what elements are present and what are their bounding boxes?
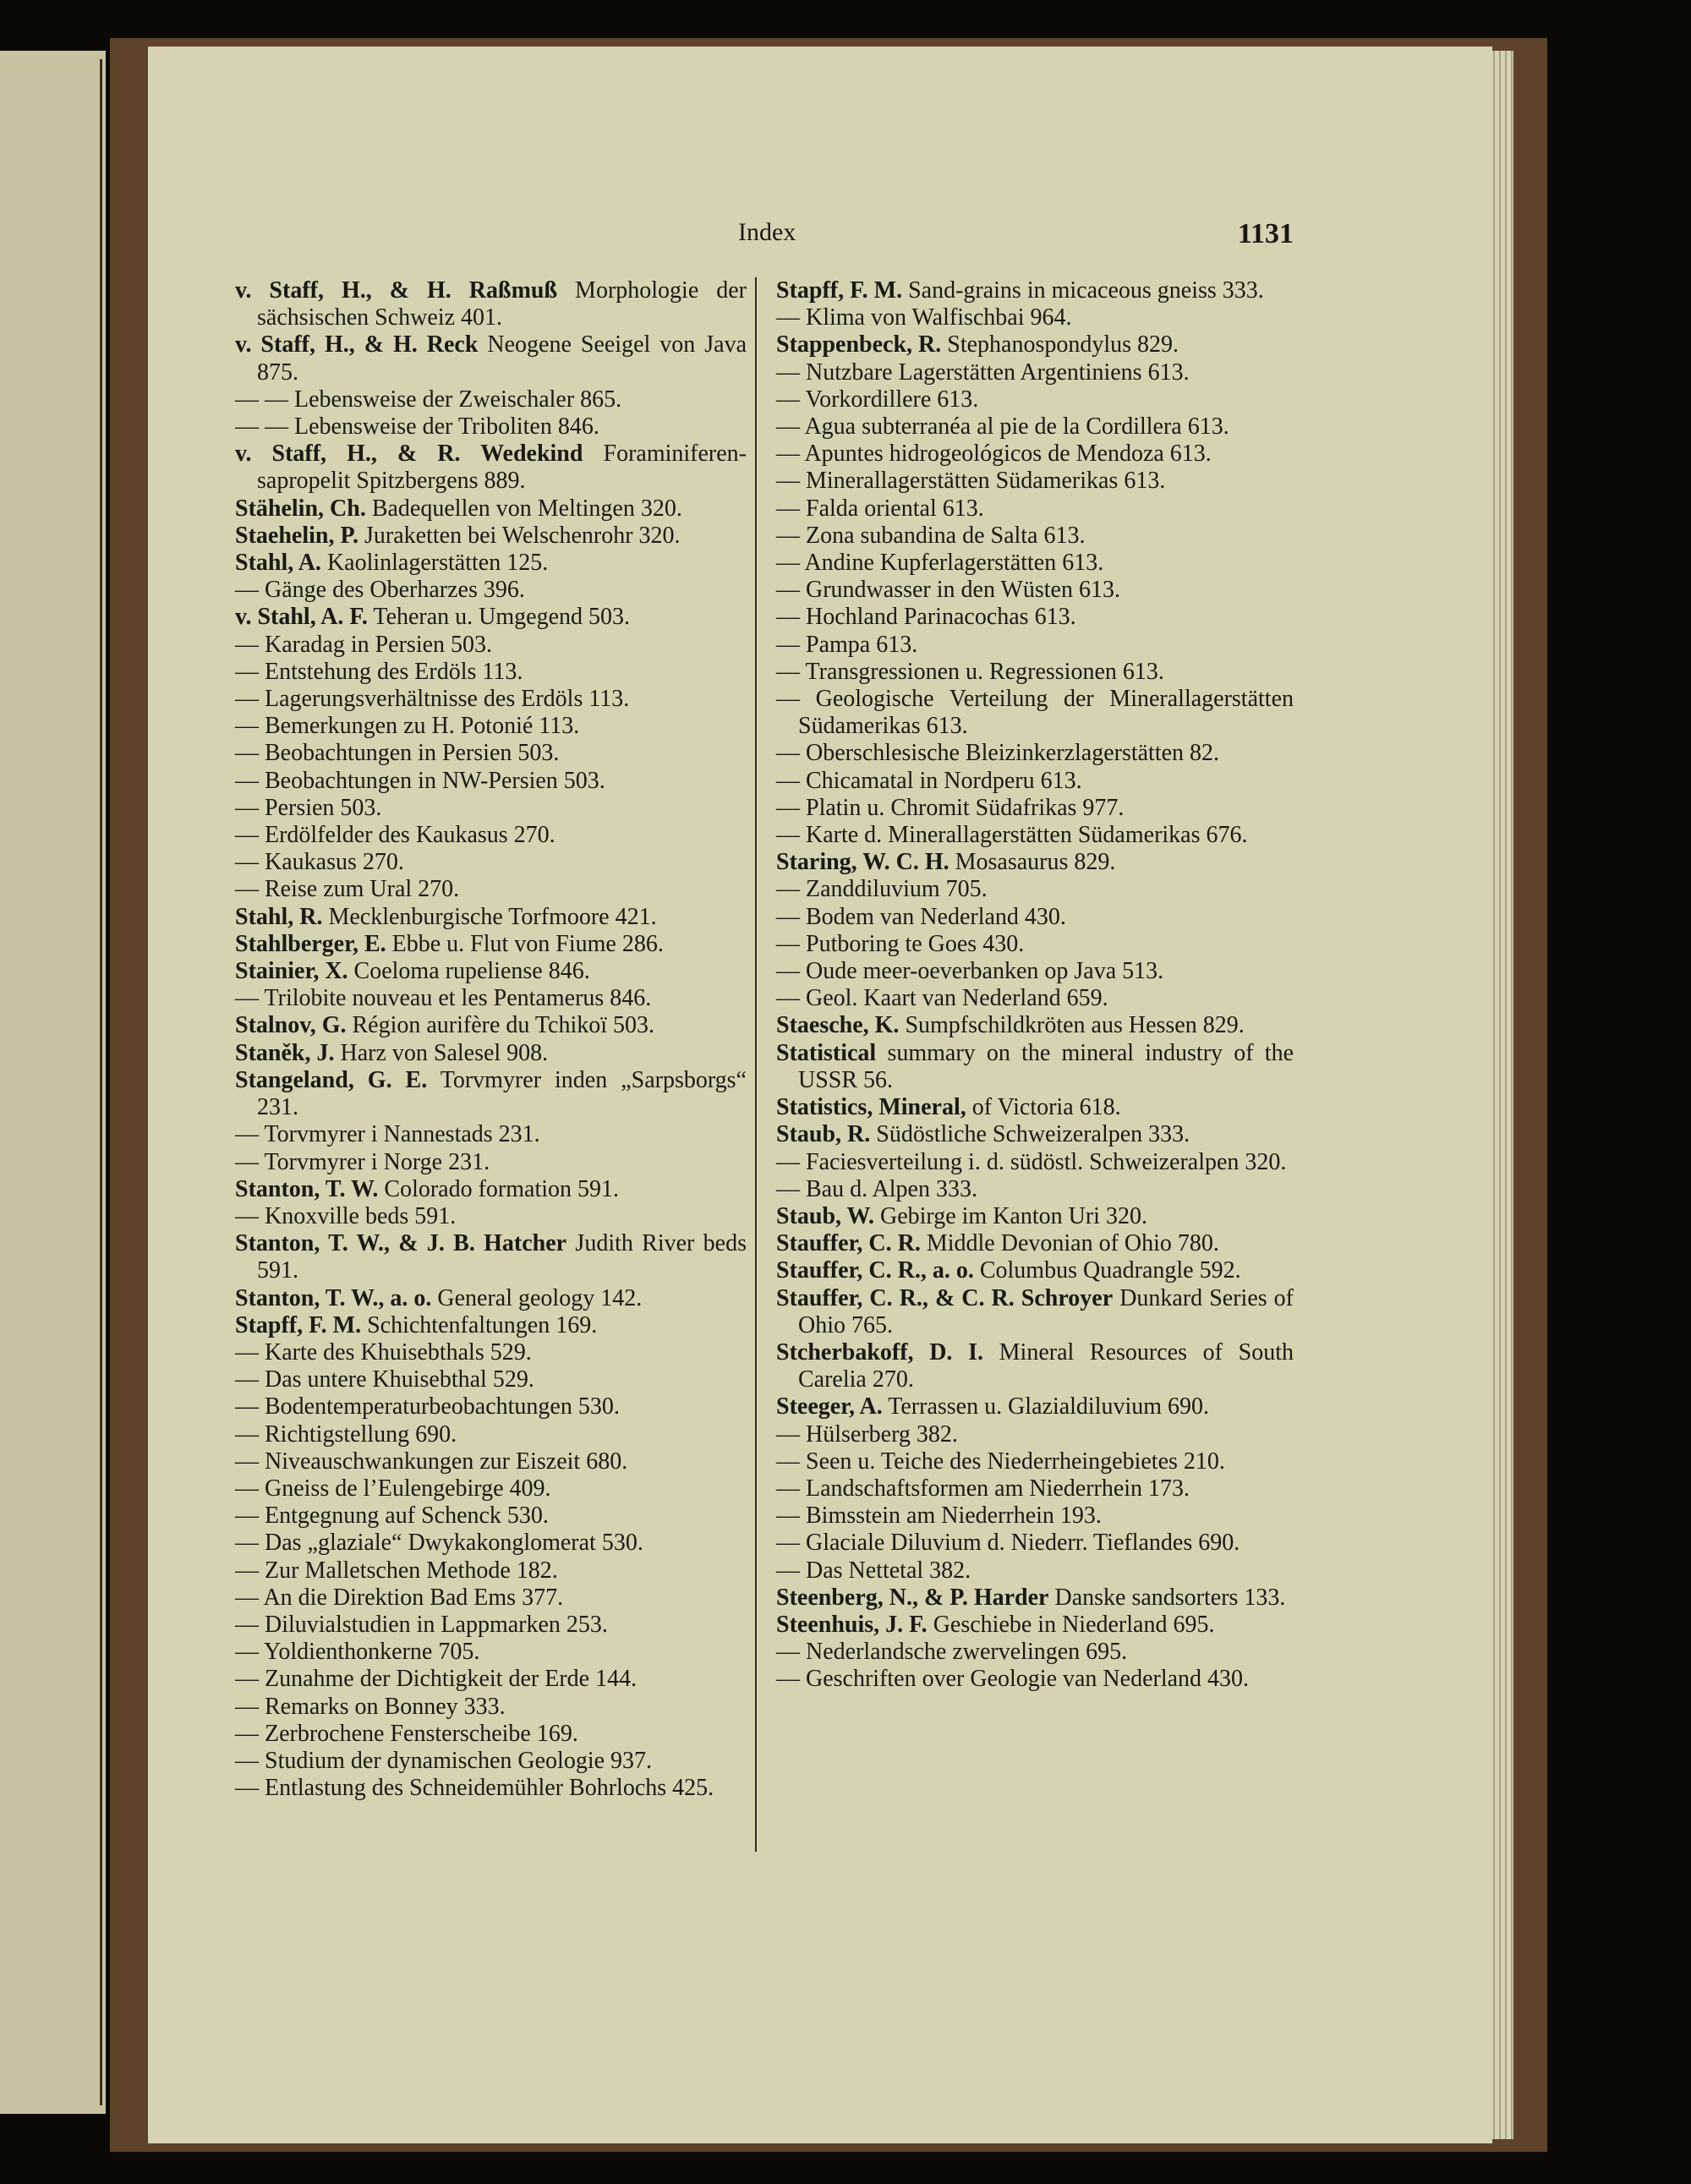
entry-author: Statistics, Mineral, — [776, 1094, 966, 1121]
entry-title: — Karte des Khuisebthals 529. — [235, 1338, 532, 1366]
entry-author: Stauffer, C. R., a. o. — [776, 1257, 974, 1284]
entry-title: — Putboring te Goes 430. — [776, 930, 1025, 957]
entry-author: Staub, R. — [776, 1121, 871, 1148]
index-entry — [776, 1475, 1294, 1503]
index-entry — [776, 876, 1294, 903]
entry-author: Stahl, R. — [235, 903, 323, 930]
index-entry — [235, 713, 747, 740]
index-entry — [776, 632, 1294, 659]
index-entry — [776, 550, 1294, 577]
index-entry — [235, 1366, 747, 1393]
entry-author: Stanton, T. W., a. o. — [235, 1284, 432, 1311]
entry-title: Morphologie der sächsischen Schweiz 401. — [257, 277, 747, 331]
entry-author: Stangeland, G. E. — [235, 1066, 428, 1093]
index-entry — [776, 1203, 1294, 1230]
entry-title: Mosasaurus 829. — [949, 849, 1116, 876]
index-entry — [235, 1121, 747, 1148]
entry-title: — Kaukasus 270. — [235, 849, 404, 876]
entry-title: — Pampa 613. — [776, 631, 918, 658]
entry-title: — Seen u. Teiche des Niederrheingebietes 210. — [776, 1448, 1225, 1475]
entry-author: v. Staff, H., & H. Reck — [235, 331, 479, 359]
entry-author: Steenhuis, J. F. — [776, 1611, 928, 1638]
entry-title: — Entstehung des Erdöls 113. — [235, 658, 523, 685]
index-entry — [235, 604, 747, 631]
index-entry — [235, 1230, 747, 1284]
index-entry — [235, 1421, 747, 1448]
index-entry — [235, 1339, 747, 1366]
entry-title: — Hülserberg 382. — [776, 1420, 958, 1448]
index-entry — [235, 904, 747, 931]
index-entry — [776, 331, 1294, 359]
entry-title: Schichtenfaltungen 169. — [361, 1311, 598, 1338]
index-entry — [235, 1503, 747, 1530]
entry-author: Stappenbeck, R. — [776, 331, 942, 359]
entry-title: — Geol. Kaart van Nederland 659. — [776, 985, 1108, 1012]
entry-title: — Zona subandina de Salta 613. — [776, 522, 1086, 549]
entry-title: — Nutzbare Lagerstätten Argentiniens 613. — [776, 359, 1190, 386]
entry-title: — Das untere Khuisebthal 529. — [235, 1366, 534, 1393]
entry-title: — Bodentemperaturbeobachtungen 530. — [235, 1393, 620, 1420]
index-entry — [235, 985, 747, 1012]
index-entry — [776, 277, 1294, 304]
index-entry — [776, 359, 1294, 386]
index-entry — [235, 958, 747, 985]
entry-title: — Oude meer-oeverbanken op Java 513. — [776, 958, 1164, 985]
index-entry — [776, 849, 1294, 876]
entry-title: — Nederlandsche zwervelingen 695. — [776, 1639, 1128, 1666]
entry-title: Juraketten bei Welschenrohr 320. — [358, 522, 681, 549]
entry-title: Stephanospondylus 829. — [941, 331, 1179, 359]
entry-author: Staehelin, P. — [235, 522, 358, 549]
entry-title: — Apuntes hidrogeológicos de Mendoza 613. — [776, 441, 1212, 468]
entry-title: Judith River beds 591. — [257, 1230, 747, 1284]
entry-title: Danske sandsorters 133. — [1048, 1584, 1286, 1611]
index-entry — [776, 822, 1294, 849]
entry-title: — Persien 503. — [235, 794, 382, 821]
entry-title: — Oberschlesische Bleizinkerzlagerstätten 82. — [776, 740, 1220, 767]
entry-title: Badequellen von Meltingen 320. — [365, 495, 682, 522]
index-entry — [235, 1530, 747, 1557]
index-entry — [776, 1612, 1294, 1639]
index-entry — [235, 1149, 747, 1176]
index-entry — [235, 331, 747, 386]
entry-title: Mecklenburgische Torfmoore 421. — [322, 903, 657, 930]
entry-author: Steeger, A. — [776, 1393, 883, 1420]
entry-title: — Transgressionen u. Regressionen 613. — [776, 658, 1164, 685]
index-entry — [235, 795, 747, 822]
entry-title: — Trilobite nouveau et les Pentamerus 846. — [235, 985, 652, 1012]
entry-title: — Entgegnung auf Schenck 530. — [235, 1503, 549, 1530]
index-entry — [235, 1067, 747, 1121]
entry-title: Südöstliche Schweizeralpen 333. — [870, 1121, 1190, 1148]
facing-page-edge — [0, 51, 106, 2114]
entry-title: Gebirge im Kanton Uri 320. — [873, 1202, 1147, 1229]
entry-title: — Faciesverteilung i. d. südöstl. Schweizeralpen 320. — [776, 1148, 1287, 1175]
index-entry — [776, 931, 1294, 958]
index-entry — [776, 413, 1294, 441]
entry-title: Kaolinlagerstätten 125. — [320, 550, 549, 577]
index-entry — [235, 495, 747, 523]
entry-title: General geology 142. — [431, 1284, 643, 1311]
entry-title: — Das Nettetal 382. — [776, 1557, 971, 1584]
entry-title: Middle Devonian of Ohio 780. — [920, 1230, 1219, 1257]
column-divider — [755, 277, 757, 1852]
entry-title: — Bodem van Nederland 430. — [776, 903, 1066, 930]
entry-title: — Bemerkungen zu H. Potonié 113. — [235, 713, 580, 740]
index-entry — [776, 985, 1294, 1012]
entry-title: — Chicamatal in Nordperu 613. — [776, 767, 1082, 794]
entry-title: — Andine Kupferlagerstätten 613. — [776, 550, 1104, 577]
running-title: Index — [738, 218, 796, 246]
index-entry — [235, 1639, 747, 1666]
index-entry — [235, 1748, 747, 1775]
entry-title: Sumpfschildkröten aus Hessen 829. — [899, 1012, 1245, 1039]
index-entry — [776, 604, 1294, 631]
index-entry — [776, 1421, 1294, 1448]
entry-author: Statistical — [776, 1039, 877, 1066]
index-entry — [235, 1448, 747, 1475]
entry-author: Stanton, T. W., & J. B. Hatcher — [235, 1230, 567, 1257]
index-entry — [776, 1530, 1294, 1557]
entry-author: Stapff, F. M. — [235, 1311, 362, 1338]
index-entry — [235, 1585, 747, 1612]
entry-author: v. Staff, H., & R. Wedekind — [235, 441, 583, 468]
index-entry — [235, 277, 747, 331]
index-entry — [235, 632, 747, 659]
entry-title: — Beobachtungen in Persien 503. — [235, 740, 560, 767]
index-entry — [235, 659, 747, 686]
entry-author: Stalnov, G. — [235, 1012, 347, 1039]
index-entry — [776, 441, 1294, 468]
index-entry — [235, 1557, 747, 1585]
entry-author: Stainier, X. — [235, 958, 348, 985]
entry-title: — Bau d. Alpen 333. — [776, 1175, 977, 1202]
index-entry — [776, 904, 1294, 931]
index-entry — [776, 1012, 1294, 1039]
entry-author: Stähelin, Ch. — [235, 495, 366, 522]
index-entry — [235, 1203, 747, 1230]
entry-title: — Bimsstein am Niederrhein 193. — [776, 1503, 1102, 1530]
entry-author: Staub, W. — [776, 1202, 874, 1229]
entry-title: Terrassen u. Glazialdiluvium 690. — [882, 1393, 1210, 1420]
entry-title: — Richtigstellung 690. — [235, 1420, 457, 1448]
entry-title: — Agua subterranéa al pie de la Cordillera 613. — [776, 413, 1229, 441]
index-entry — [235, 523, 747, 550]
index-entry — [235, 1393, 747, 1420]
index-entry — [776, 1585, 1294, 1612]
page-number: 1131 — [1237, 218, 1294, 249]
index-entry — [776, 386, 1294, 413]
entry-title: Neogene Seeigel von Java 875. — [257, 331, 747, 386]
entry-author: Staring, W. C. H. — [776, 849, 949, 876]
entry-title: Foraminiferen-sapropelit Spitzbergens 889. — [257, 441, 747, 495]
index-entry — [776, 1666, 1294, 1693]
index-entry — [776, 686, 1294, 740]
index-entry — [776, 1639, 1294, 1666]
entry-title: Dunkard Series of Ohio 765. — [798, 1284, 1294, 1338]
entry-title: — Geologische Verteilung der Minerallagerstätten Südamerikas 613. — [776, 686, 1294, 740]
entry-title: of Victoria 618. — [966, 1094, 1121, 1121]
index-entry — [235, 822, 747, 849]
index-entry — [235, 1694, 747, 1721]
index-entry — [235, 849, 747, 876]
index-entry — [776, 659, 1294, 686]
entry-author: Staesche, K. — [776, 1012, 900, 1039]
entry-title: Coeloma rupeliense 846. — [348, 958, 590, 985]
entry-title: — Landschaftsformen am Niederrhein 173. — [776, 1475, 1190, 1502]
entry-title: — Platin u. Chromit Südafrikas 977. — [776, 794, 1125, 821]
index-entry — [776, 304, 1294, 331]
entry-title: — Lagerungsverhältnisse des Erdöls 113. — [235, 686, 630, 713]
index-entry — [776, 577, 1294, 604]
index-entry — [776, 1121, 1294, 1148]
entry-title: — Yoldienthonkerne 705. — [235, 1639, 480, 1666]
index-entry — [235, 768, 747, 795]
index-entry — [776, 1557, 1294, 1585]
entry-title: — Vorkordillere 613. — [776, 386, 979, 413]
entry-title: — Hochland Parinacochas 613. — [776, 604, 1076, 631]
entry-title: Teheran u. Umgegend 503. — [367, 604, 631, 631]
entry-author: Stauffer, C. R. — [776, 1230, 921, 1257]
index-entry — [776, 768, 1294, 795]
index-entry — [235, 386, 747, 413]
entry-title: — — Lebensweise der Zweischaler 865. — [235, 386, 622, 413]
index-entry — [776, 1040, 1294, 1094]
index-entry — [776, 495, 1294, 523]
index-entry — [776, 1149, 1294, 1176]
index-column-left — [235, 277, 747, 1802]
index-entry — [776, 1230, 1294, 1257]
index-entry — [776, 1257, 1294, 1284]
index-entry — [235, 441, 747, 495]
index-entry — [776, 1503, 1294, 1530]
index-entry — [235, 1666, 747, 1693]
entry-title: — Grundwasser in den Wüsten 613. — [776, 577, 1120, 604]
entry-title: — Torvmyrer i Nannestads 231. — [235, 1121, 540, 1148]
entry-title: — Knoxville beds 591. — [235, 1202, 457, 1229]
index-entry — [235, 1312, 747, 1339]
index-entry — [235, 1040, 747, 1067]
entry-author: Stanton, T. W. — [235, 1175, 379, 1202]
index-entry — [235, 1721, 747, 1748]
index-entry — [235, 1775, 747, 1802]
index-entry — [235, 1012, 747, 1039]
index-entry — [235, 413, 747, 441]
entry-title: — Minerallagerstätten Südamerikas 613. — [776, 468, 1166, 495]
entry-title: — Torvmyrer i Norge 231. — [235, 1148, 490, 1175]
entry-author: Staněk, J. — [235, 1039, 335, 1066]
entry-title: — Geschriften over Geologie van Nederland 430. — [776, 1666, 1250, 1693]
entry-title: — Klima von Walfischbai 964. — [776, 304, 1072, 331]
entry-title: Région aurifère du Tchikoï 503. — [346, 1012, 655, 1039]
entry-author: Stauffer, C. R., & C. R. Schroyer — [776, 1284, 1114, 1311]
index-entry — [776, 740, 1294, 767]
entry-author: Stahlberger, E. — [235, 930, 386, 957]
entry-title: — Studium der dynamischen Geologie 937. — [235, 1747, 653, 1774]
entry-title: Geschiebe in Niederland 695. — [927, 1611, 1215, 1638]
index-entry — [776, 1176, 1294, 1203]
index-entry — [235, 876, 747, 903]
index-entry — [776, 523, 1294, 550]
index-column-right — [776, 277, 1294, 1694]
index-entry — [776, 1285, 1294, 1339]
index-entry — [776, 958, 1294, 985]
index-entry — [776, 1448, 1294, 1475]
index-entry — [235, 1475, 747, 1503]
index-entry — [235, 740, 747, 767]
entry-author: v. Stahl, A. F. — [235, 604, 368, 631]
entry-title: — Zur Malletschen Methode 182. — [235, 1557, 558, 1584]
entry-title: — Diluvialstudien in Lappmarken 253. — [235, 1611, 608, 1638]
entry-title: Columbus Quadrangle 592. — [973, 1257, 1241, 1284]
entry-title: — Entlastung des Schneidemühler Bohrlochs 425. — [235, 1775, 714, 1802]
index-entry — [235, 1176, 747, 1203]
entry-title: — Remarks on Bonney 333. — [235, 1693, 506, 1720]
entry-title: Colorado formation 591. — [378, 1175, 620, 1202]
entry-author: Steenberg, N., & P. Harder — [776, 1584, 1049, 1611]
entry-title: — Niveauschwankungen zur Eiszeit 680. — [235, 1448, 628, 1475]
entry-title: — Erdölfelder des Kaukasus 270. — [235, 822, 555, 849]
entry-title: Mineral Resources of South Carelia 270. — [798, 1338, 1294, 1393]
entry-title: — Zanddiluvium 705. — [776, 876, 988, 903]
binding-stitch — [100, 59, 102, 2105]
entry-author: Stcherbakoff, D. I. — [776, 1338, 983, 1366]
entry-title: — — Lebensweise der Triboliten 846. — [235, 413, 599, 441]
entry-title: — Falda oriental 613. — [776, 495, 984, 522]
entry-title: — Zunahme der Dichtigkeit der Erde 144. — [235, 1666, 638, 1693]
entry-author: v. Staff, H., & H. Raßmuß — [235, 277, 558, 304]
index-entry — [235, 550, 747, 577]
entry-title: — Zerbrochene Fensterscheibe 169. — [235, 1720, 578, 1747]
entry-title: — Karte d. Minerallagerstätten Südamerikas 676. — [776, 822, 1248, 849]
entry-title: — Gneiss de l’Eulengebirge 409. — [235, 1475, 551, 1502]
entry-title: — Gänge des Oberharzes 396. — [235, 577, 525, 604]
index-entry — [776, 1094, 1294, 1121]
entry-title: Torvmyrer inden „Sarpsborgs“ 231. — [257, 1066, 747, 1121]
entry-title: — An die Direktion Bad Ems 377. — [235, 1584, 564, 1611]
entry-title: — Das „glaziale“ Dwykakonglomerat 530. — [235, 1530, 643, 1557]
index-entry — [235, 686, 747, 713]
entry-title: — Beobachtungen in NW-Persien 503. — [235, 767, 605, 794]
index-entry — [776, 468, 1294, 495]
index-entry — [776, 1393, 1294, 1420]
index-entry — [235, 577, 747, 604]
entry-title: — Reise zum Ural 270. — [235, 876, 460, 903]
entry-author: Stahl, A. — [235, 550, 321, 577]
entry-title: summary on the mineral industry of the USSR 56. — [798, 1039, 1294, 1093]
index-entry — [235, 1612, 747, 1639]
index-entry — [776, 795, 1294, 822]
index-entry — [235, 931, 747, 958]
entry-author: Stapff, F. M. — [776, 277, 903, 304]
entry-title: — Glaciale Diluvium d. Niederr. Tieflandes 690. — [776, 1530, 1240, 1557]
entry-title: Harz von Salesel 908. — [334, 1039, 549, 1066]
entry-title: Sand-grains in micaceous gneiss 333. — [902, 277, 1264, 304]
index-entry — [776, 1339, 1294, 1393]
entry-title: — Karadag in Persien 503. — [235, 631, 493, 658]
entry-title: Ebbe u. Flut von Fiume 286. — [386, 930, 664, 957]
index-entry — [235, 1285, 747, 1312]
